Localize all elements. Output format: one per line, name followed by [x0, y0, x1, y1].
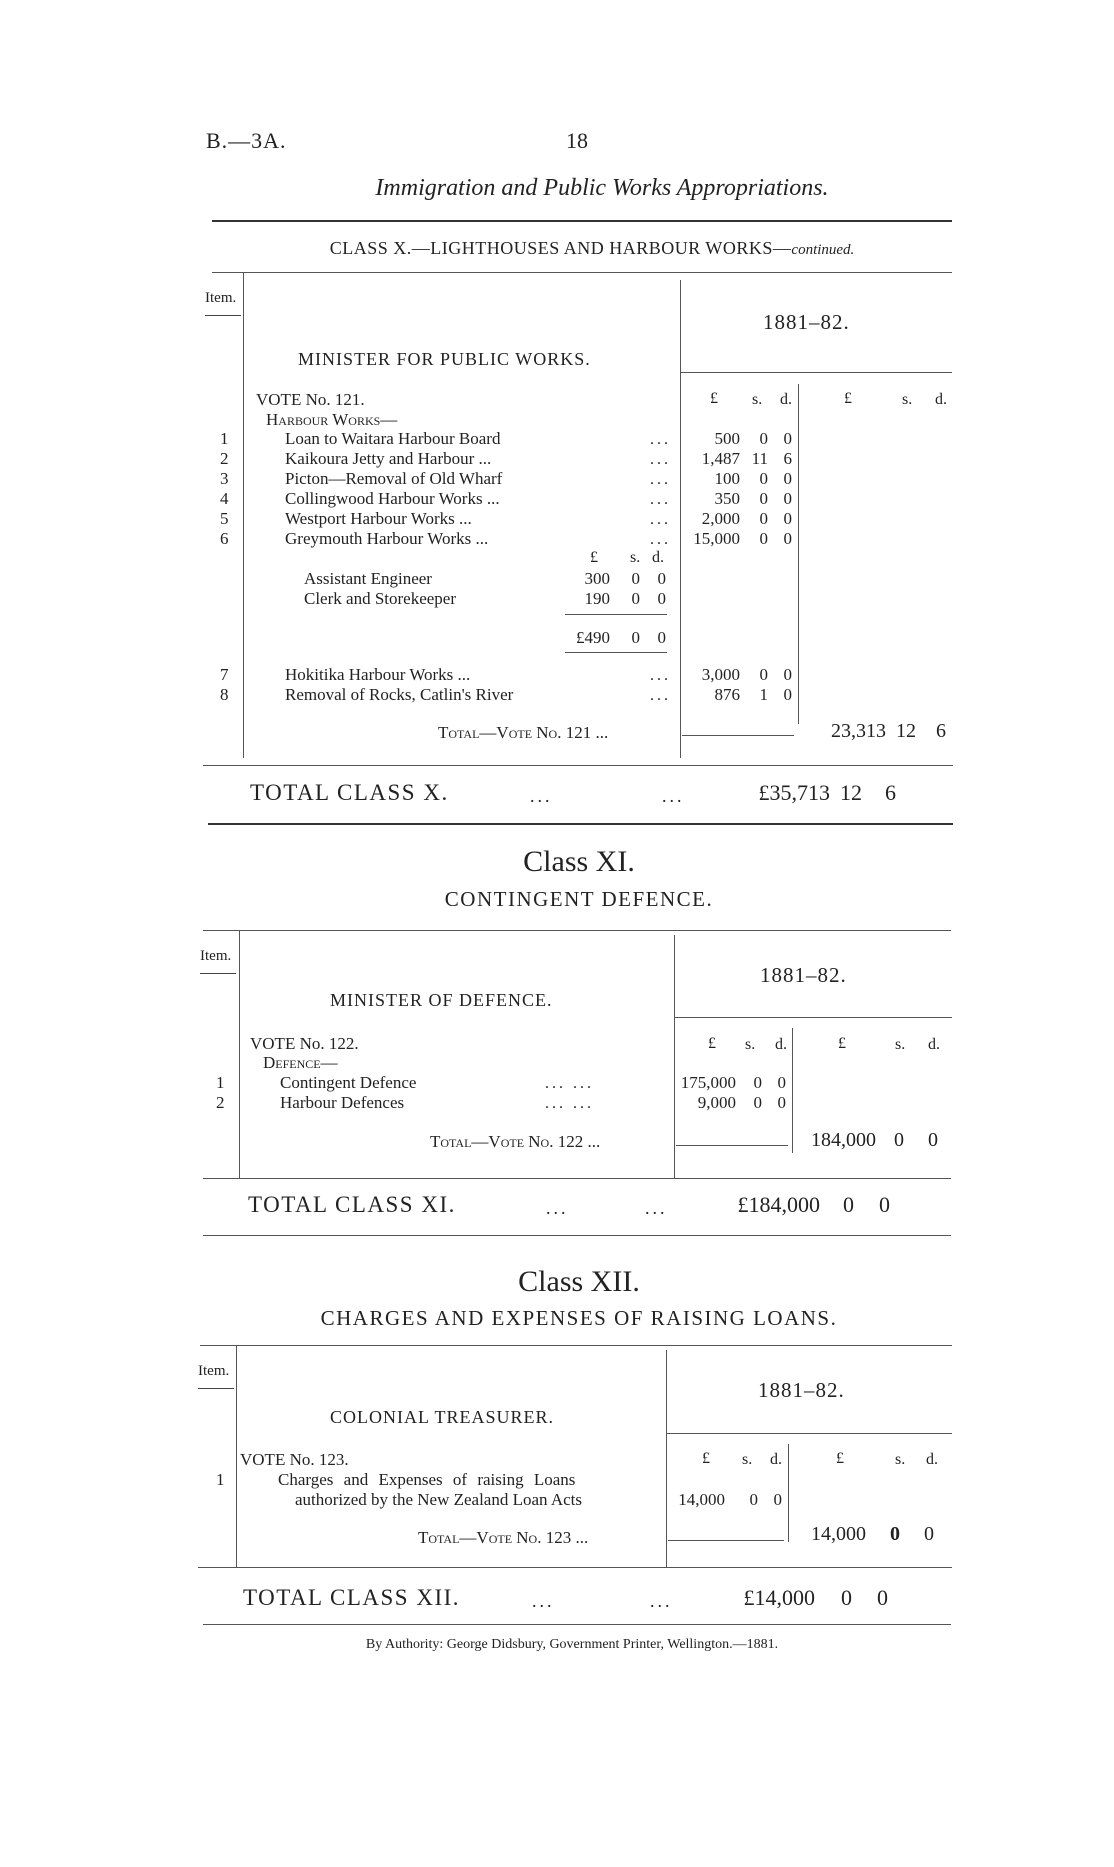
amount-shillings: 0 — [753, 1073, 762, 1092]
item-number: 2 — [220, 449, 229, 468]
col-pounds: £ — [702, 1450, 710, 1467]
col-pence: d. — [770, 1451, 782, 1468]
amount-pounds: 14,000 — [678, 1490, 725, 1509]
leader-dots: ... ... — [545, 1075, 594, 1092]
amount-shillings: 0 — [759, 489, 768, 508]
sub-total-pounds: £490 — [576, 628, 610, 647]
item-description: Westport Harbour Works ... — [285, 509, 472, 528]
amount-pounds: 500 — [714, 429, 740, 448]
sub-amount-shillings: 0 — [631, 589, 640, 608]
item-number: 7 — [220, 665, 229, 684]
total-class-dots: ... — [650, 1591, 673, 1611]
vote-number: VOTE No. 121. — [256, 390, 365, 409]
leader-dots: ... — [650, 687, 671, 704]
total-class-top-rule — [203, 1178, 951, 1179]
item-column-label: Item. — [198, 1363, 234, 1389]
leader-dots: ... — [650, 667, 671, 684]
amount-pounds: 100 — [714, 469, 740, 488]
amount-shillings: 0 — [759, 665, 768, 684]
total-class-shillings: 12 — [840, 780, 862, 805]
class-xi-subtitle: CONTINGENT DEFENCE. — [444, 887, 714, 911]
item-number: 1 — [216, 1073, 225, 1092]
fiscal-year: 1881–82. — [760, 963, 847, 987]
item-column-divider — [243, 272, 244, 758]
col-pounds-total: £ — [838, 1035, 846, 1052]
sub-amount-pounds: 300 — [584, 569, 610, 588]
total-vote-label: Total—Vote No. 121 ... — [438, 723, 609, 742]
col-shillings-total: s. — [895, 1036, 906, 1053]
sub-total-pence: 0 — [657, 628, 666, 647]
col-pence-total: d. — [935, 391, 947, 408]
item-column-divider — [239, 930, 240, 1178]
amount-pence: 0 — [777, 1073, 786, 1092]
total-vote-pence: 0 — [924, 1523, 934, 1545]
total-vote-dash — [676, 1145, 788, 1146]
col-pounds-total: £ — [836, 1450, 844, 1467]
year-rule — [666, 1433, 952, 1434]
amount-pence: 6 — [783, 449, 792, 468]
total-vote-pounds: 14,000 — [811, 1523, 866, 1545]
item-number: 1 — [220, 429, 229, 448]
amount-shillings: 0 — [759, 529, 768, 548]
total-class-pence: 6 — [885, 780, 896, 805]
total-vote-pounds: 23,313 — [831, 720, 886, 742]
col-shillings-total: s. — [902, 391, 913, 408]
col-shillings-total: s. — [895, 1451, 906, 1468]
class-xii-subtitle: CHARGES AND EXPENSES OF RAISING LOANS. — [320, 1306, 838, 1330]
item-number: 3 — [220, 469, 229, 488]
total-class-pounds: £35,713 — [758, 780, 830, 805]
document-title: Immigration and Public Works Appropriations. — [375, 175, 829, 201]
total-vote-shillings: 0 — [894, 1129, 904, 1151]
amount-shillings: 0 — [753, 1093, 762, 1112]
year-rule — [674, 1017, 952, 1018]
item-number: 8 — [220, 685, 229, 704]
top-rule — [212, 220, 952, 222]
item-description-line2: authorized by the New Zealand Loan Acts — [295, 1490, 583, 1509]
total-class-top-rule — [203, 765, 953, 766]
col-pence-total: d. — [928, 1036, 940, 1053]
minister-heading: MINISTER OF DEFENCE. — [330, 990, 553, 1010]
sub-amount-shillings: 0 — [631, 569, 640, 588]
leader-dots: ... — [650, 451, 671, 468]
page-reference: B.—3A. — [206, 128, 287, 153]
amount-pence: 0 — [783, 489, 792, 508]
amount-pence: 0 — [783, 429, 792, 448]
total-class-pounds: £184,000 — [737, 1192, 820, 1217]
item-number: 4 — [220, 489, 229, 508]
class-xi-header-rule — [203, 930, 951, 931]
leader-dots: ... — [650, 491, 671, 508]
item-number: 1 — [216, 1470, 225, 1489]
total-vote-label: Total—Vote No. 123 ... — [418, 1528, 589, 1547]
amount-column-divider — [674, 935, 675, 1178]
vote-number: VOTE No. 123. — [240, 1450, 349, 1469]
col-pence: d. — [775, 1036, 787, 1053]
col-shillings: s. — [745, 1036, 756, 1053]
total-class-pence: 0 — [877, 1585, 888, 1610]
item-number: 5 — [220, 509, 229, 528]
total-vote-shillings: 12 — [896, 720, 916, 742]
amount-shillings: 0 — [749, 1490, 758, 1509]
vote-group: Harbour Works— — [266, 410, 398, 429]
amount-shillings: 1 — [759, 685, 768, 704]
item-description: Hokitika Harbour Works ... — [285, 665, 471, 684]
sub-total-rule — [565, 614, 667, 615]
fiscal-year: 1881–82. — [758, 1378, 845, 1402]
leader-dots: ... — [650, 531, 671, 548]
sub-amount-pence: 0 — [657, 569, 666, 588]
total-vote-pounds: 184,000 — [811, 1129, 876, 1151]
sub-col-pounds: £ — [590, 549, 598, 566]
class-x-header-rule — [212, 272, 952, 273]
total-class-dots: ... — [645, 1198, 668, 1218]
amount-pence: 0 — [783, 469, 792, 488]
item-description: Loan to Waitara Harbour Board — [285, 429, 501, 448]
item-description-line1: Charges and Expenses of raising Loans — [278, 1470, 576, 1489]
amount-pounds: 15,000 — [693, 529, 740, 548]
class-x-heading: CLASS X.—LIGHTHOUSES AND HARBOUR WORKS—continued. — [329, 238, 855, 258]
total-vote-pence: 0 — [928, 1129, 938, 1151]
item-description: Contingent Defence — [280, 1073, 417, 1092]
total-vote-dash — [668, 1540, 784, 1541]
printer-imprint: By Authority: George Didsbury, Government Printer, Wellington.—1881. — [365, 1637, 779, 1652]
amount-pounds: 876 — [714, 685, 740, 704]
sub-total-bottom-rule — [565, 652, 667, 653]
total-class-label: TOTAL CLASS X. — [250, 780, 449, 805]
vote-group: Defence— — [263, 1053, 338, 1072]
col-pounds-total: £ — [844, 390, 852, 407]
total-class-shillings: 0 — [843, 1192, 854, 1217]
item-description: Kaikoura Jetty and Harbour ... — [285, 449, 492, 468]
item-description: Picton—Removal of Old Wharf — [285, 469, 503, 488]
amount-shillings: 0 — [759, 509, 768, 528]
sub-col-shillings: s. — [630, 549, 641, 566]
subtotal-column-divider — [798, 384, 799, 724]
sub-col-pence: d. — [652, 549, 664, 566]
class-xii-end-rule — [203, 1624, 951, 1625]
total-vote-dash — [682, 735, 794, 736]
item-number: 2 — [216, 1093, 225, 1112]
leader-dots: ... — [650, 431, 671, 448]
amount-shillings: 11 — [751, 449, 768, 468]
sub-amount-pence: 0 — [657, 589, 666, 608]
total-vote-label: Total—Vote No. 122 ... — [430, 1132, 601, 1151]
class-x-end-rule — [208, 823, 953, 825]
total-class-top-rule — [198, 1567, 952, 1568]
total-class-dots: ... — [532, 1591, 555, 1611]
minister-heading: COLONIAL TREASURER. — [330, 1407, 555, 1427]
class-xi-end-rule — [203, 1235, 951, 1236]
item-column-divider — [236, 1345, 237, 1567]
amount-pounds: 9,000 — [697, 1093, 736, 1112]
sub-amount-pounds: 190 — [584, 589, 610, 608]
amount-pence: 0 — [783, 509, 792, 528]
total-class-label: TOTAL CLASS XII. — [243, 1585, 461, 1610]
col-pence-total: d. — [926, 1451, 938, 1468]
year-rule — [680, 372, 952, 373]
amount-pence: 0 — [783, 529, 792, 548]
col-pounds: £ — [708, 1035, 716, 1052]
col-shillings: s. — [742, 1451, 753, 1468]
item-description: Greymouth Harbour Works ... — [285, 529, 489, 548]
amount-pounds: 350 — [714, 489, 740, 508]
amount-pence: 0 — [773, 1490, 782, 1509]
amount-pence: 0 — [777, 1093, 786, 1112]
total-vote-shillings: 0 — [890, 1523, 900, 1545]
subtotal-column-divider — [788, 1444, 789, 1542]
class-xi-title: Class XI. — [523, 845, 635, 878]
total-class-dots: ... — [530, 786, 553, 806]
col-pounds: £ — [710, 390, 718, 407]
amount-shillings: 0 — [759, 429, 768, 448]
vote-number: VOTE No. 122. — [250, 1034, 359, 1053]
amount-pounds: 2,000 — [701, 509, 740, 528]
item-column-label: Item. — [205, 290, 241, 316]
item-number: 6 — [220, 529, 229, 548]
amount-column-divider — [680, 280, 681, 758]
total-vote-pence: 6 — [936, 720, 946, 742]
amount-pence: 0 — [783, 665, 792, 684]
col-shillings: s. — [752, 391, 763, 408]
amount-shillings: 0 — [759, 469, 768, 488]
amount-pounds: 3,000 — [701, 665, 740, 684]
class-xii-title: Class XII. — [518, 1265, 640, 1298]
amount-column-divider — [666, 1350, 667, 1567]
minister-heading: MINISTER FOR PUBLIC WORKS. — [298, 349, 591, 369]
total-class-label: TOTAL CLASS XI. — [248, 1192, 456, 1217]
total-class-shillings: 0 — [841, 1585, 852, 1610]
total-class-pence: 0 — [879, 1192, 890, 1217]
item-description: Harbour Defences — [280, 1093, 405, 1112]
page-number: 18 — [566, 128, 588, 153]
amount-pounds: 175,000 — [680, 1073, 736, 1092]
leader-dots: ... — [650, 471, 671, 488]
col-pence: d. — [780, 391, 792, 408]
class-xii-header-rule — [200, 1345, 952, 1346]
fiscal-year: 1881–82. — [763, 310, 850, 334]
leader-dots: ... ... — [545, 1095, 594, 1112]
sub-total-shillings: 0 — [631, 628, 640, 647]
sub-item-description: Assistant Engineer — [304, 569, 432, 588]
item-description: Removal of Rocks, Catlin's River — [285, 685, 514, 704]
total-class-dots: ... — [546, 1198, 569, 1218]
total-class-dots: ... — [662, 786, 685, 806]
item-description: Collingwood Harbour Works ... — [285, 489, 500, 508]
amount-pounds: 1,487 — [701, 449, 740, 468]
sub-item-description: Clerk and Storekeeper — [304, 589, 456, 608]
item-column-label: Item. — [200, 948, 236, 974]
leader-dots: ... — [650, 511, 671, 528]
amount-pence: 0 — [783, 685, 792, 704]
total-class-pounds: £14,000 — [743, 1585, 815, 1610]
